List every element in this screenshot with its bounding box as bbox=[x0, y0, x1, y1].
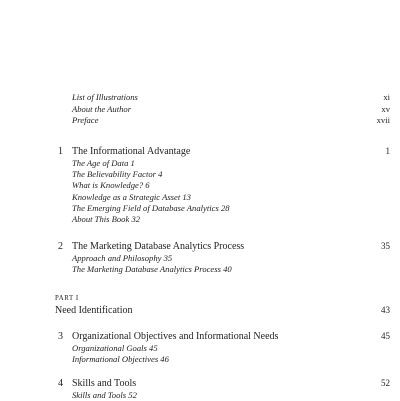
chapter-heading bbox=[58, 330, 390, 343]
chapter-4 bbox=[58, 377, 390, 401]
chapter-number: 2 bbox=[58, 241, 63, 252]
section-entry: Approach and Philosophy 35 bbox=[72, 253, 173, 263]
entry-page: xvii bbox=[376, 115, 390, 125]
chapter-title: Skills and Tools bbox=[72, 378, 137, 389]
chapter-number: 4 bbox=[58, 378, 63, 389]
chapter-page: 52 bbox=[381, 378, 390, 388]
chapter-number: 1 bbox=[58, 146, 63, 157]
section-list bbox=[58, 158, 390, 225]
entry-title: List of Illustrations bbox=[72, 92, 138, 102]
chapter-2 bbox=[58, 240, 390, 275]
chapter-1 bbox=[58, 145, 390, 225]
section-entry: Organizational Goals 45 bbox=[72, 343, 158, 353]
entry-page: xi bbox=[383, 92, 390, 102]
section-entry: The Emerging Field of Database Analytics 28 bbox=[72, 202, 230, 213]
part-heading bbox=[55, 294, 390, 317]
section-list bbox=[58, 343, 390, 365]
chapter-heading bbox=[58, 377, 390, 390]
section-list bbox=[58, 253, 390, 275]
section-entry: The Believability Factor 4 bbox=[72, 169, 163, 180]
entry-title: About the Author bbox=[72, 103, 132, 114]
section-entry: About This Book 32 bbox=[72, 213, 141, 224]
front-matter-entry bbox=[72, 104, 390, 116]
chapter-number: 3 bbox=[58, 331, 63, 342]
section-entry: What is Knowledge? 6 bbox=[72, 180, 150, 191]
chapter-page: 35 bbox=[381, 241, 390, 251]
part-label: PART I bbox=[55, 295, 79, 302]
chapter-heading bbox=[58, 240, 390, 253]
section-list bbox=[58, 390, 390, 401]
chapter-page: 45 bbox=[381, 331, 390, 341]
part-title-row bbox=[55, 304, 390, 317]
section-entry: Skills and Tools 52 bbox=[72, 390, 137, 400]
chapter-title: The Marketing Database Analytics Process bbox=[72, 241, 245, 252]
chapter-title: Organizational Objectives and Informational Needs bbox=[72, 331, 279, 342]
front-matter-list bbox=[72, 92, 390, 127]
chapter-heading bbox=[58, 145, 390, 158]
part-page: 43 bbox=[381, 305, 390, 315]
entry-page: xv bbox=[381, 103, 390, 114]
front-matter-entry bbox=[72, 115, 390, 127]
chapter-title: The Informational Advantage bbox=[72, 146, 191, 157]
entry-title: Preface bbox=[72, 115, 99, 125]
section-entry: Informational Objectives 46 bbox=[72, 354, 169, 365]
chapter-3 bbox=[58, 330, 390, 365]
chapter-page: 1 bbox=[385, 146, 390, 156]
section-entry: The Age of Data 1 bbox=[72, 158, 135, 168]
part-title: Need Identification bbox=[55, 305, 133, 316]
section-entry: Knowledge as a Strategic Asset 13 bbox=[72, 191, 191, 202]
front-matter-entry bbox=[72, 92, 390, 104]
section-entry: The Marketing Database Analytics Process 40 bbox=[72, 264, 232, 275]
